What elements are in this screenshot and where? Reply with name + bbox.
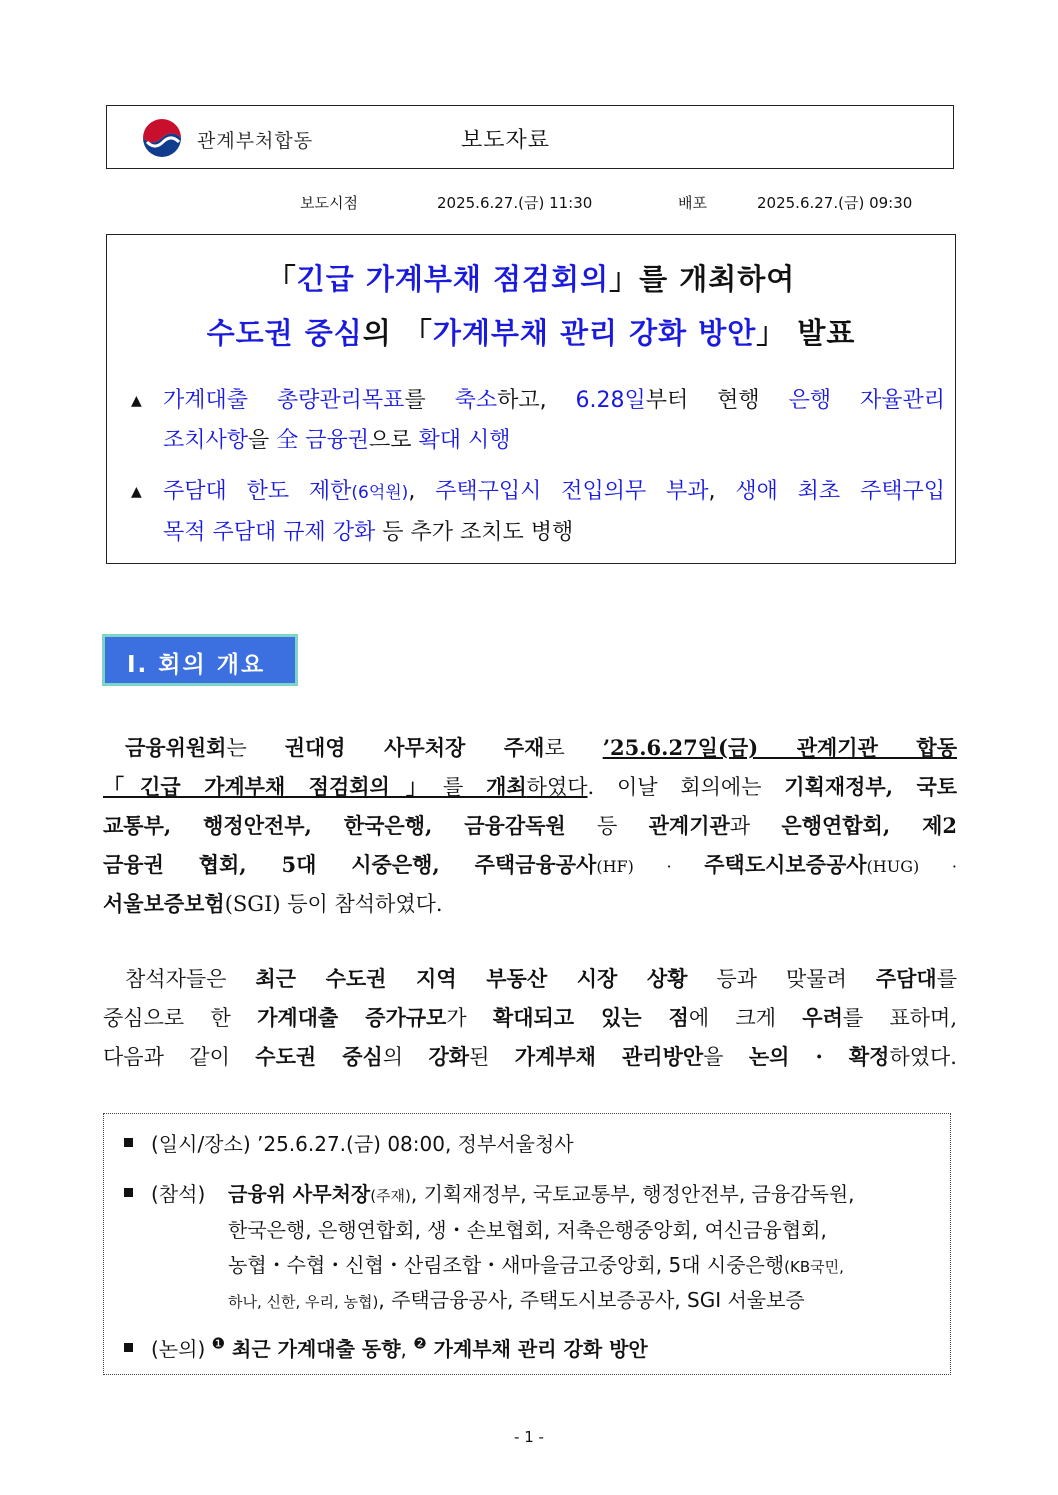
embargo-label: 보도시점 <box>300 194 358 212</box>
page-number: - 1 - <box>514 1428 544 1446</box>
title-line-2: 수도권 중심의 「가계부채 관리 강화 방안」 발표 <box>206 316 856 350</box>
header-box <box>106 105 954 169</box>
org-name: 관계부처합동 <box>197 130 314 152</box>
title-box <box>106 234 956 564</box>
doc-type: 보도자료 <box>461 128 551 153</box>
government-logo-icon <box>137 116 187 160</box>
info-discussion-row: (논의) $^❶$ 최근 가계대출 동향, $^❷$ 가계부채 관리 강화 방안 <box>124 1333 648 1362</box>
square-bullet-icon <box>124 1343 133 1352</box>
overview-paragraph: 금융위원회는 권대영 사무처장 주재로 ’25.6.27일(금) 관계기관 합동 「긴급 가계부채 점검회의」를 개최하였다. 이날 회의에는 기획재정부, 국토 교통부, 행정안전부, 한국은행, 금융감독원 등 관계기관과 은행연합회, 제2 금융권 협회, 5대 시중은행, 주택금융공사(HF) · 주택도시보증공사(HUG) · 서울보증보험(SGI) 등이 참석하였다. <box>103 735 958 916</box>
embargo-time: 2025.6.27.(금) 11:30 <box>437 194 593 212</box>
info-attendees-row: (참석) <box>124 1178 205 1207</box>
distribution-label: 배포 <box>678 194 707 212</box>
summary-bullet-1: ▲ 가계대출 총량관리목표를 축소하고, 6.28일부터 현행 은행 자율관리 조치사항을 全 금융권으로 확대 시행 <box>127 381 945 461</box>
info-datetime-row: (일시/장소) ’25.6.27.(금) 08:00, 정부서울청사 <box>124 1128 574 1157</box>
triangle-bullet-icon: ▲ <box>131 393 142 409</box>
attendees-paragraph: 참석자들은 최근 수도권 지역 부동산 시장 상황 등과 맞물려 주담대를 중심으로 한 가계대출 증가규모가 확대되고 있는 점에 크게 우려를 표하며, 다음과 같이 수도권 중심의 강화된 가계부채 관리방안을 논의 · 확정하였다. <box>103 966 958 1069</box>
square-bullet-icon <box>124 1188 133 1197</box>
square-bullet-icon <box>124 1138 133 1147</box>
triangle-bullet-icon: ▲ <box>131 484 142 500</box>
meeting-info-box: (일시/장소) ’25.6.27.(금) 08:00, 정부서울청사 (참석) 금융위 사무처장(주재), 기획재정부, 국토교통부, 행정안전부, 금융감독원, 한국은행, 은행연합회, 생・손보협회, 저축은행중앙회, 여신금융협회, 농협・수협・신협・산림조합・새마을금고중앙회, 5대 시중은행(KB국민, 하나, 신한, 우리, 농협), 주택금융공사, 주택도시보증공사, SGI 서울보증 (논의) $^❶$ 최근 가계대출 동향, $^❷$ 가계부채 관리 강화 방안 <box>103 1113 951 1375</box>
summary-bullet-2: ▲ 주담대 한도 제한(6억원), 주택구입시 전입의무 부과, 생애 최초 주택구입 목적 주담대 규제 강화 등 추가 조치도 병행 <box>127 472 945 553</box>
section-heading: I. 회의 개요 <box>102 634 298 686</box>
title-line-1: 「긴급 가계부채 점검회의」를 개최하여 <box>266 262 796 296</box>
distribution-time: 2025.6.27.(금) 09:30 <box>757 194 913 212</box>
